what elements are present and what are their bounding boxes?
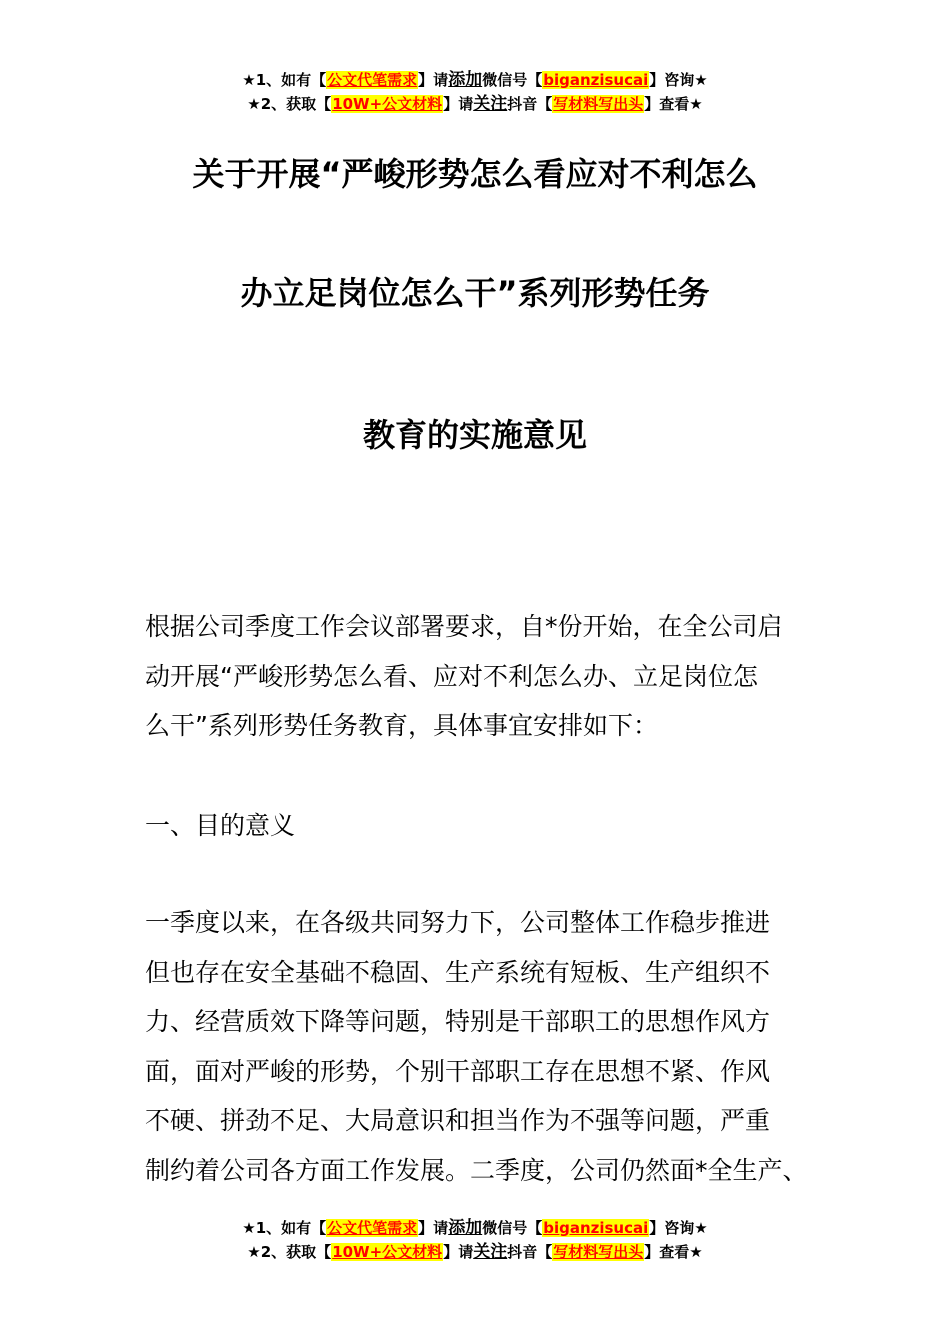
text-line: 一季度以来，在各级共同努力下，公司整体工作稳步推进 [145, 908, 771, 937]
text-line: 制约着公司各方面工作发展。二季度，公司仍然面*全生产、 [145, 1155, 808, 1185]
banner-text: 】查看★ [644, 95, 703, 113]
banner-text: ★2、获取【 [247, 95, 332, 113]
banner-line-2 [0, 1240, 950, 1264]
banner-text: 】请 [418, 71, 449, 89]
intro-paragraph [145, 602, 825, 751]
banner-text: ★2、获取【 [247, 1243, 332, 1261]
text-line: 动开展“严峻形势怎么看、应对不利怎么办、立足岗位怎 [145, 661, 758, 691]
footer-banner [0, 1216, 950, 1264]
banner-line-2 [0, 92, 950, 116]
highlight-materials: 10W+公文材料 [332, 95, 443, 113]
banner-line-1 [0, 68, 950, 92]
text-line: 根据公司季度工作会议部署要求，自*份开始，在全公司启 [145, 612, 783, 641]
text-line: 面，面对严峻的形势，个别干部职工存在思想不紧、作风 [145, 1056, 771, 1086]
banner-text: 】咨询★ [649, 71, 708, 89]
banner-text: 】请 [443, 1243, 474, 1261]
text-line: 么干”系列形势任务教育，具体事宜安排如下： [145, 711, 658, 740]
section-paragraph [145, 898, 825, 1195]
text-line: 不硬、拼劲不足、大局意识和担当作为不强等问题，严重 [145, 1106, 771, 1135]
banner-text: 微信号【 [482, 1219, 543, 1237]
banner-emphasis: 添加 [448, 1218, 483, 1238]
banner-text: 抖音【 [507, 1243, 553, 1261]
banner-text: 】请 [418, 1219, 449, 1237]
banner-text: ★1、如有【 [242, 71, 327, 89]
banner-emphasis: 关注 [473, 94, 508, 114]
banner-text: 微信号【 [482, 71, 543, 89]
section-heading: 一、目的意义 [145, 811, 296, 840]
highlight-douyin-id: 写材料写出头 [553, 95, 644, 113]
document-title-line-2: 办立足岗位怎么干”系列形势任务 [240, 274, 710, 312]
header-banner [0, 68, 950, 116]
banner-text: ★1、如有【 [242, 1219, 327, 1237]
highlight-wechat-id: biganzisucai [543, 1219, 649, 1237]
document-title-line-3: 教育的实施意见 [362, 416, 587, 454]
highlight-materials: 10W+公文材料 [332, 1243, 443, 1261]
highlight-douyin-id: 写材料写出头 [553, 1243, 644, 1261]
banner-line-1 [0, 1216, 950, 1240]
banner-text: 】查看★ [644, 1243, 703, 1261]
banner-emphasis: 关注 [473, 1242, 508, 1262]
banner-text: 】请 [443, 95, 474, 113]
banner-text: 抖音【 [507, 95, 553, 113]
highlight-service: 公文代笔需求 [327, 71, 418, 89]
text-line: 但也存在安全基础不稳固、生产系统有短板、生产组织不 [145, 957, 771, 987]
highlight-wechat-id: biganzisucai [543, 71, 649, 89]
document-title-line-1: 关于开展“严峻形势怎么看应对不利怎么 [192, 155, 758, 193]
highlight-service: 公文代笔需求 [327, 1219, 418, 1237]
banner-text: 】咨询★ [649, 1219, 708, 1237]
text-line: 力、经营质效下降等问题，特别是干部职工的思想作风方 [145, 1007, 771, 1036]
banner-emphasis: 添加 [448, 70, 483, 90]
